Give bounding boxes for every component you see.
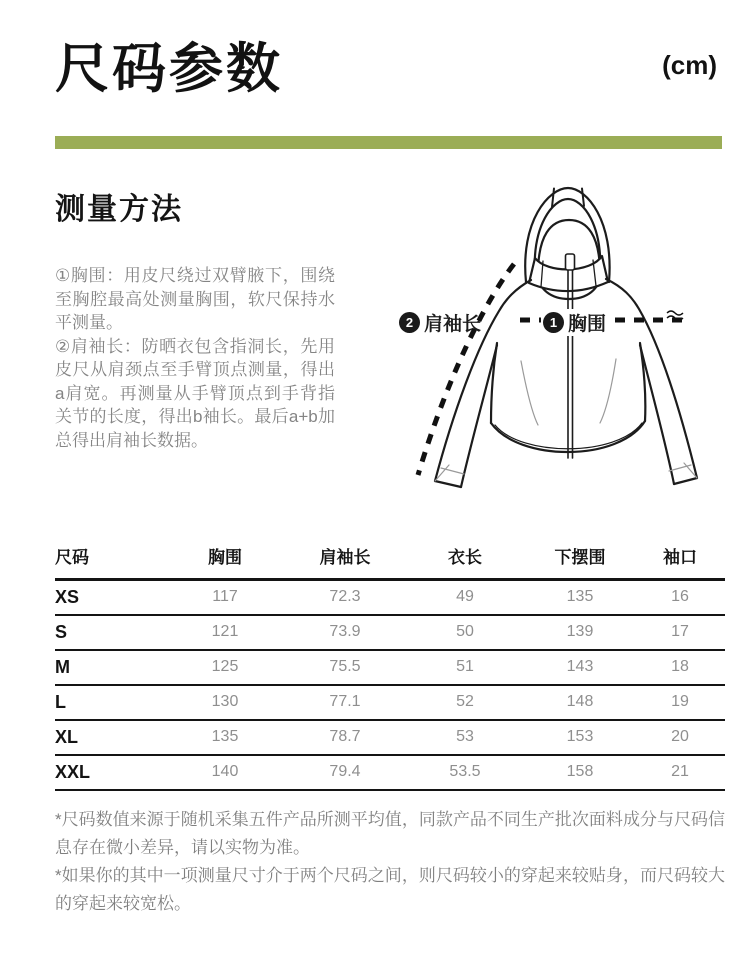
size-cell: L	[55, 685, 165, 720]
measurement-method-heading: 测量方法	[55, 193, 183, 226]
value-cell: 53	[405, 720, 525, 755]
column-header-hem: 下摆围	[525, 538, 635, 580]
value-cell: 77.1	[285, 685, 405, 720]
value-cell: 21	[635, 755, 725, 790]
value-cell: 117	[165, 580, 285, 615]
size-cell: M	[55, 650, 165, 685]
method-paragraph-sleeve: ②肩袖长：防晒衣包含指洞长，先用皮尺从肩颈点至手臂顶点测量，得出a肩宽。再测量从手臂顶点到手背指关节的长度，得出b袖长。最后a+b加总得出肩袖长数据。	[55, 336, 335, 450]
value-cell: 78.7	[285, 720, 405, 755]
value-cell: 135	[165, 720, 285, 755]
value-cell: 49	[405, 580, 525, 615]
value-cell: 121	[165, 615, 285, 650]
value-cell: 148	[525, 685, 635, 720]
unit-label: (cm)	[662, 50, 717, 80]
table-row	[55, 615, 725, 650]
footnotes	[55, 806, 725, 918]
table-row	[55, 755, 725, 790]
size-table	[55, 538, 725, 791]
value-cell: 143	[525, 650, 635, 685]
value-cell: 140	[165, 755, 285, 790]
value-cell: 125	[165, 650, 285, 685]
value-cell: 153	[525, 720, 635, 755]
sleeve-length-measure-label	[399, 309, 481, 336]
value-cell: 139	[525, 615, 635, 650]
value-cell: 52	[405, 685, 525, 720]
value-cell: 19	[635, 685, 725, 720]
value-cell: 20	[635, 720, 725, 755]
chest-measure-label	[541, 309, 608, 336]
value-cell: 50	[405, 615, 525, 650]
footnote-between-sizes: *如果你的其中一项测量尺寸介于两个尺码之间，则尺码较小的穿起来较贴身，而尺码较大的穿起来较宽松。	[55, 866, 725, 913]
jacket-line-art-icon	[385, 175, 750, 520]
page-title: 尺码参数	[55, 39, 283, 99]
value-cell: 75.5	[285, 650, 405, 685]
table-row	[55, 685, 725, 720]
table-row	[55, 650, 725, 685]
size-cell: XL	[55, 720, 165, 755]
table-header-row	[55, 538, 725, 580]
size-cell: S	[55, 615, 165, 650]
sleeve-measure-badge-icon: 2	[399, 312, 420, 333]
accent-divider-bar	[55, 136, 722, 149]
column-header-size: 尺码	[55, 538, 165, 580]
footnote-average-values: *尺码数值来源于随机采集五件产品所测平均值，同款产品不同生产批次面料成分与尺码信息存在微小差异，请以实物为准。	[55, 810, 725, 857]
table-row	[55, 720, 725, 755]
value-cell: 73.9	[285, 615, 405, 650]
size-cell: XXL	[55, 755, 165, 790]
value-cell: 51	[405, 650, 525, 685]
size-cell: XS	[55, 580, 165, 615]
jacket-measurement-diagram	[385, 175, 750, 520]
column-header-length: 衣长	[405, 538, 525, 580]
value-cell: 17	[635, 615, 725, 650]
measurement-method-text	[55, 264, 335, 452]
value-cell: 16	[635, 580, 725, 615]
value-cell: 72.3	[285, 580, 405, 615]
chest-measure-badge-icon: 1	[543, 312, 564, 333]
chest-measure-label-text: 胸围	[568, 314, 607, 335]
column-header-cuff: 袖口	[635, 538, 725, 580]
column-header-shoulder-sleeve: 肩袖长	[285, 538, 405, 580]
method-paragraph-chest: ①胸围：用皮尺绕过双臂腋下，围绕至胸腔最高处测量胸围，软尺保持水平测量。	[55, 266, 335, 332]
value-cell: 53.5	[405, 755, 525, 790]
sleeve-measure-label-text: 肩袖长	[424, 314, 482, 335]
value-cell: 158	[525, 755, 635, 790]
value-cell: 135	[525, 580, 635, 615]
value-cell: 79.4	[285, 755, 405, 790]
column-header-chest: 胸围	[165, 538, 285, 580]
value-cell: 18	[635, 650, 725, 685]
value-cell: 130	[165, 685, 285, 720]
table-row	[55, 580, 725, 615]
